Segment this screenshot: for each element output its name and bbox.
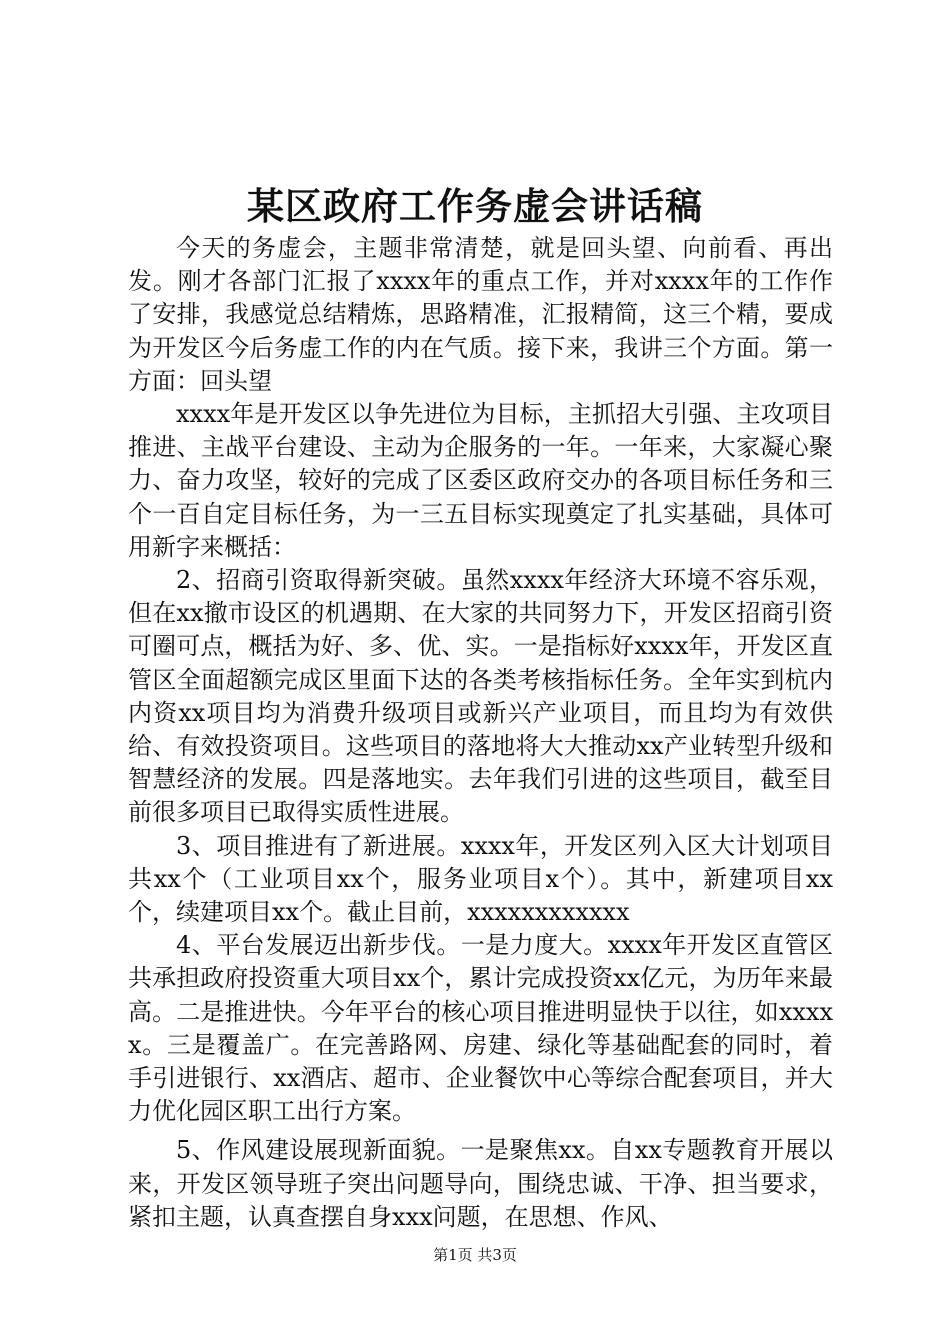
page-number: 第1页 共3页	[433, 1246, 517, 1264]
document-body	[128, 232, 833, 1234]
paragraph: xxxx年是开发区以争先进位为目标，主抓招大引强、主攻项目推进、主战平台建设、主动为企服务的一年。一年来，大家凝心聚力、奋力攻坚，较好的完成了区委区政府交办的各项目标任务和三个一百自定目标任务，为一三五目标实现奠定了扎实基础，具体可用新字来概括：	[128, 400, 833, 561]
paragraph: 今天的务虚会，主题非常清楚，就是回头望、向前看、再出发。刚才各部门汇报了xxxx年的重点工作，并对xxxx年的工作作了安排，我感觉总结精炼，思路精准，汇报精简，这三个精，要成为开发区今后务虚工作的内在气质。接下来，我讲三个方面。第一方面：回头望	[128, 234, 833, 395]
document-title: 某区政府工作务虚会讲话稿	[247, 184, 703, 228]
paragraph: 3、项目推进有了新进展。xxxx年，开发区列入区大计划项目共xx个（工业项目xx个，服务业项目x个）。其中，新建项目xx个，续建项目xx个。截止目前，xxxxxxxxxxxx	[128, 831, 833, 927]
paragraph: 2、招商引资取得新突破。虽然xxxx年经济大环境不容乐观，但在xx撤市设区的机遇期、在大家的共同努力下，开发区招商引资可圈可点，概括为好、多、优、实。一是指标好xxxx年，开发区直管区全面超额完成区里面下达的各类考核指标任务。全年实到杭内内资xx项目均为消费升级项目或新兴产业项目，而且均为有效供给、有效投资项目。这些项目的落地将大大推动xx产业转型升级和智慧经济的发展。四是落地实。去年我们引进的这些项目，截至目前很多项目已取得实质性进展。	[128, 566, 833, 827]
paragraph: 4、平台发展迈出新步伐。一是力度大。xxxx年开发区直管区共承担政府投资重大项目xx个，累计完成投资xx亿元，为历年来最高。二是推进快。今年平台的核心项目推进明显快于以往，如xxxxx。三是覆盖广。在完善路网、房建、绿化等基础配套的同时，着手引进银行、xx酒店、超市、企业餐饮中心等综合配套项目，并大力优化园区职工出行方案。	[128, 931, 833, 1126]
paragraph: 5、作风建设展现新面貌。一是聚焦xx。自xx专题教育开展以来，开发区领导班子突出问题导向，围绕忠诚、干净、担当要求，紧扣主题，认真查摆自身xxx问题，在思想、作风、	[128, 1136, 833, 1231]
